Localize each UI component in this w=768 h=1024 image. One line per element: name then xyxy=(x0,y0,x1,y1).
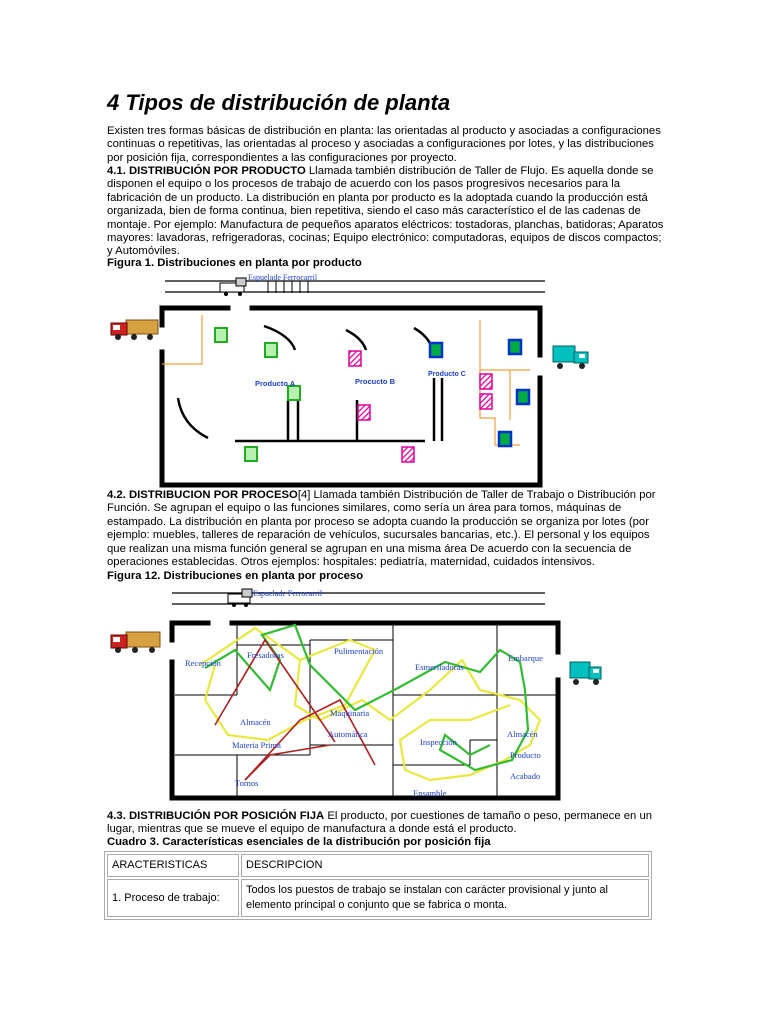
section-process-text: Llamada también Distribución de Taller de Trabajo o Distribución por Función. Se agrupan el equipo o las funciones similares, como sería un área para tomos, máquinas de estampado. La distribución en planta por proceso se adopta cuando la producción se organiza por lotes (por ejemplo: muebles, talleres de reparación de vehículos, sucursales bancarias, etc.). El personal y los equipos que realizan una misma función general se agrupan en una misma área De acuerdo con la secuencia de operaciones establecidas. Otros ejemplos: hospitales: pediatría, maternidad, cuidados intensivos. xyxy=(107,489,656,569)
section-fixed-heading: 4.3. DISTRIBUCIÓN POR POSICIÓN FIJA xyxy=(107,810,325,822)
figure-process-layout xyxy=(0,582,768,806)
area-label-almacen-prod: Almacén xyxy=(507,729,538,739)
characteristics-table xyxy=(104,851,652,920)
figure1-caption: Figura 1. Distribuciones en planta por producto xyxy=(107,257,362,269)
area-label-ensamble: Ensamble xyxy=(413,788,447,798)
area-label-automatica: Automática xyxy=(328,729,368,739)
product-c-label: Producto C xyxy=(428,371,466,378)
section-product-heading: 4.1. DISTRIBUCIÓN POR PRODUCTO xyxy=(107,165,306,177)
area-label-embarque: Embarque xyxy=(508,653,543,663)
area-label-materia-prima: Materia Prima xyxy=(232,740,281,750)
table-header-cell: ARACTERISTICAS xyxy=(107,854,239,877)
page-title: 4 Tipos de distribución de planta xyxy=(107,90,451,115)
stations-magenta xyxy=(349,351,492,462)
product-a-label: Producto A xyxy=(255,379,296,388)
figure-product-layout xyxy=(0,268,768,490)
section-product-text: Llamada también distribución de Taller de Flujo. Es aquella donde se disponen el equipo o los procesos de trabajo de acuerdo con los pasos progresivos necesarios para la fabricación de un producto. La distribución en planta por producto es la adoptada cuando la producción está organizada, bien de forma continua, bien repetitiva, siendo el caso más característico el de las cadenas de montaje. Por ejemplo: Manufactura de pequeños aparatos eléctricos: tostadoras, planchas, batidoras; Aparatos mayores: lavadoras, refrigeradoras, cocinas; Equipo electrónico: computadoras, equipos de discos compactos; y Automóviles. xyxy=(107,165,664,258)
section-fixed-paragraph xyxy=(107,810,667,837)
truck-icon xyxy=(111,632,160,653)
area-label-maquinaria: Maquinaria xyxy=(330,708,370,718)
area-label-recepcion: Recepción xyxy=(185,658,221,668)
area-label-pulimentacion: Pulimentación xyxy=(334,646,384,656)
area-label-inspeccion: Inspección xyxy=(420,737,457,747)
intro-paragraph: Existen tres formas básicas de distribución en planta: las orientadas al producto y asociadas a configuraciones continuas o repetitivas, las orientadas al proceso y asociadas a configuraciones por lotes, y las distribuciones por posición fija, correspondientes a las configuraciones por proyecto. xyxy=(107,125,661,164)
area-label-almacen-mp: Almacén xyxy=(240,717,271,727)
rail-label: Espuelade Ferrocarril xyxy=(253,589,323,598)
section-process-paragraph xyxy=(107,489,667,569)
rail-label: Espuelade Ferrocarril xyxy=(248,273,318,282)
area-label-tornos: Tornos xyxy=(235,778,259,788)
area-label-producto: Producto xyxy=(510,750,541,760)
product-b-label: Procucto B xyxy=(355,377,396,386)
table-cell: Todos los puestos de trabajo se instalan con carácter provisional y junto al elemento principal o conjunto que se fabrica o monta. xyxy=(241,879,649,917)
truck-icon xyxy=(570,662,601,685)
area-label-acabado: Acabado xyxy=(510,771,541,781)
area-label-esmeriladoras: Esmeriladoras xyxy=(415,662,464,672)
table-row xyxy=(107,879,649,917)
table-cell: 1. Proceso de trabajo: xyxy=(107,879,239,917)
section-fixed-text: El producto, por cuestiones de tamaño o peso, permanece en un lugar, mientras que se mueve el equipo de manufactura a donde está el producto. xyxy=(107,810,653,836)
section-process-ref: [4] xyxy=(297,489,311,501)
truck-icon xyxy=(553,346,588,369)
table-caption: Cuadro 3. Características esenciales de la distribución por posición fija xyxy=(107,836,491,848)
table-header-cell: DESCRIPCION xyxy=(241,854,649,877)
section-process-heading: 4.2. DISTRIBUCION POR PROCESO xyxy=(107,489,298,501)
process-lines xyxy=(178,326,442,441)
section-product-paragraph xyxy=(107,165,667,259)
table-header-row xyxy=(107,854,649,877)
figure2-caption: Figura 12. Distribuciones en planta por proceso xyxy=(107,570,364,582)
area-label-fresadoras: Fresadoras xyxy=(247,650,284,660)
truck-icon xyxy=(111,320,158,340)
